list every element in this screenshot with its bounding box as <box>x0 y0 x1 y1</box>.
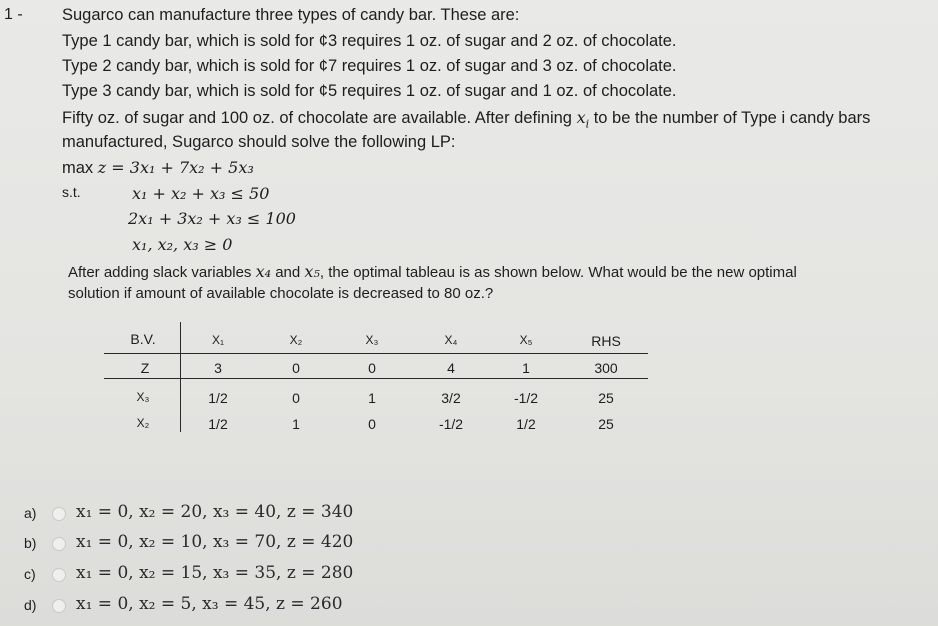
option-c-text: x₁ = 0, x₂ = 15, x₃ = 35, z = 280 <box>76 563 354 583</box>
subject-to-label: s.t. <box>62 184 81 200</box>
basis-column-rule <box>180 322 181 432</box>
row-z-x4: 4 <box>447 360 455 376</box>
option-d-letter: d) <box>24 597 37 613</box>
option-d-radio[interactable] <box>52 599 66 613</box>
header-bv: B.V. <box>130 331 156 347</box>
row-z-rhs: 300 <box>594 360 618 376</box>
question-number: 1 - <box>4 6 23 23</box>
type3-text: Type 3 candy bar, which is sold for ¢5 requires 1 oz. of sugar and 1 oz. of chocolate. <box>62 82 677 100</box>
header-x4: X₄ <box>444 333 458 347</box>
row-x3-x4: 3/2 <box>441 390 461 406</box>
availability-text: Fifty oz. of sugar and 100 oz. of chocolate are available. After defining $x_i$ to be the number of Type i candy bars <box>62 108 871 131</box>
header-x3: X₃ <box>365 333 379 347</box>
row-x3-x1: 1/2 <box>208 390 228 406</box>
row-x2-x3: 0 <box>368 416 376 432</box>
option-b-radio[interactable] <box>52 537 66 551</box>
z-row-rule <box>104 378 648 379</box>
objective-function: z = 3x₁ + 7x₂ + 5x₃ <box>97 158 254 177</box>
option-c[interactable] <box>0 563 400 589</box>
slack-text-2: solution if amount of available chocolate is decreased to 80 oz.? <box>68 285 494 302</box>
availability-text-2: manufactured, Sugarco should solve the following LP: <box>62 133 456 151</box>
header-rhs: RHS <box>591 333 621 349</box>
header-x5: X₅ <box>519 333 533 347</box>
option-b[interactable] <box>0 532 400 558</box>
row-z-x3: 0 <box>368 360 376 376</box>
option-a-letter: a) <box>24 505 37 521</box>
row-z-basis: Z <box>140 360 150 376</box>
row-z-x5: 1 <box>522 360 530 376</box>
row-x2-rhs: 25 <box>598 416 614 432</box>
option-c-letter: c) <box>24 566 36 582</box>
row-x3-rhs: 25 <box>598 390 614 406</box>
constraint-chocolate: 2x₁ + 3x₂ + x₃ ≤ 100 <box>128 209 296 228</box>
intro-text: Sugarco can manufacture three types of candy bar. These are: <box>62 6 520 24</box>
type2-text: Type 2 candy bar, which is sold for ¢7 requires 1 oz. of sugar and 3 oz. of chocolate. <box>62 57 677 75</box>
slack-text: After adding slack variables x₄ and x₅, the optimal tableau is as shown below. What would be the new optimal <box>68 262 797 281</box>
option-a-radio[interactable] <box>52 507 66 521</box>
row-x2-x1: 1/2 <box>208 416 228 432</box>
objective-line: max z = 3x₁ + 7x₂ + 5x₃ <box>62 158 254 177</box>
constraint-nonnegativity: x₁, x₂, x₃ ≥ 0 <box>132 235 233 254</box>
option-b-letter: b) <box>24 535 37 551</box>
option-a[interactable] <box>0 502 400 528</box>
row-x3-basis: X₃ <box>136 390 150 404</box>
row-x2-x2: 1 <box>292 416 300 432</box>
header-x2: X₂ <box>289 333 303 347</box>
row-z-x2: 0 <box>292 360 300 376</box>
row-z-x1: 3 <box>214 360 222 376</box>
header-rule <box>104 353 648 354</box>
row-x2-basis: X₂ <box>136 416 150 430</box>
row-x3-x2: 0 <box>292 390 300 406</box>
row-x2-x4: -1/2 <box>438 416 464 432</box>
row-x3-x5: -1/2 <box>513 390 539 406</box>
constraint-sugar: x₁ + x₂ + x₃ ≤ 50 <box>132 184 270 203</box>
type1-text: Type 1 candy bar, which is sold for ¢3 requires 1 oz. of sugar and 2 oz. of chocolate. <box>62 32 677 50</box>
row-x3-x3: 1 <box>368 390 376 406</box>
option-c-radio[interactable] <box>52 568 66 582</box>
row-x2-x5: 1/2 <box>516 416 536 432</box>
header-x1: X₁ <box>211 333 225 347</box>
option-d[interactable] <box>0 594 400 620</box>
option-b-text: x₁ = 0, x₂ = 10, x₃ = 70, z = 420 <box>76 532 354 552</box>
option-a-text: x₁ = 0, x₂ = 20, x₃ = 40, z = 340 <box>76 502 354 522</box>
option-d-text: x₁ = 0, x₂ = 5, x₃ = 45, z = 260 <box>76 594 343 614</box>
